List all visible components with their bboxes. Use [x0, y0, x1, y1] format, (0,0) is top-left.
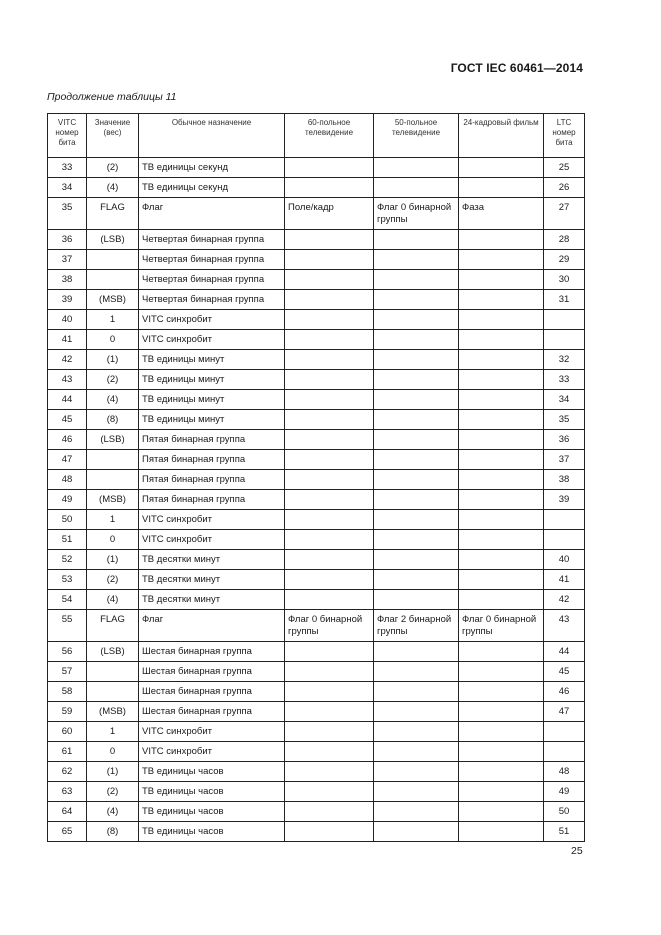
- cell-value: 1: [87, 722, 139, 742]
- cell-24-frame: [459, 590, 544, 610]
- cell-assignment: ТВ единицы секунд: [139, 158, 285, 178]
- cell-value: [87, 450, 139, 470]
- cell-value: [87, 250, 139, 270]
- cell-vitc-bit: 36: [48, 230, 87, 250]
- table-row: [48, 570, 585, 590]
- cell-50-field: [374, 642, 459, 662]
- table-row: [48, 682, 585, 702]
- cell-24-frame: [459, 802, 544, 822]
- cell-50-field: [374, 530, 459, 550]
- cell-60-field: [285, 490, 374, 510]
- cell-60-field: [285, 782, 374, 802]
- cell-24-frame: [459, 642, 544, 662]
- cell-ltc-bit: [544, 510, 585, 530]
- cell-ltc-bit: 43: [544, 610, 585, 642]
- cell-assignment: Пятая бинарная группа: [139, 490, 285, 510]
- cell-value: (4): [87, 802, 139, 822]
- cell-value: [87, 470, 139, 490]
- cell-60-field: [285, 178, 374, 198]
- cell-60-field: [285, 702, 374, 722]
- cell-24-frame: [459, 178, 544, 198]
- cell-50-field: [374, 178, 459, 198]
- cell-60-field: [285, 722, 374, 742]
- cell-ltc-bit: 36: [544, 430, 585, 450]
- table-row: [48, 822, 585, 842]
- cell-24-frame: [459, 550, 544, 570]
- cell-50-field: [374, 822, 459, 842]
- cell-assignment: Пятая бинарная группа: [139, 450, 285, 470]
- cell-vitc-bit: 45: [48, 410, 87, 430]
- cell-50-field: [374, 250, 459, 270]
- cell-ltc-bit: [544, 722, 585, 742]
- cell-50-field: [374, 682, 459, 702]
- cell-24-frame: [459, 742, 544, 762]
- cell-ltc-bit: [544, 310, 585, 330]
- cell-vitc-bit: 63: [48, 782, 87, 802]
- cell-vitc-bit: 52: [48, 550, 87, 570]
- cell-ltc-bit: 48: [544, 762, 585, 782]
- cell-value: (4): [87, 390, 139, 410]
- cell-60-field: [285, 742, 374, 762]
- cell-50-field: [374, 350, 459, 370]
- cell-value: (LSB): [87, 230, 139, 250]
- cell-60-field: [285, 550, 374, 570]
- cell-assignment: ТВ единицы часов: [139, 822, 285, 842]
- cell-60-field: [285, 802, 374, 822]
- col-header-value: Значение (вес): [87, 114, 139, 158]
- cell-ltc-bit: 37: [544, 450, 585, 470]
- cell-24-frame: [459, 510, 544, 530]
- cell-value: (MSB): [87, 290, 139, 310]
- cell-ltc-bit: 28: [544, 230, 585, 250]
- cell-50-field: [374, 430, 459, 450]
- cell-24-frame: [459, 570, 544, 590]
- cell-vitc-bit: 33: [48, 158, 87, 178]
- table-row: [48, 510, 585, 530]
- cell-60-field: Флаг 0 бинарной группы: [285, 610, 374, 642]
- table-row: [48, 250, 585, 270]
- cell-50-field: [374, 330, 459, 350]
- cell-ltc-bit: 47: [544, 702, 585, 722]
- cell-24-frame: [459, 290, 544, 310]
- cell-24-frame: [459, 490, 544, 510]
- cell-60-field: [285, 250, 374, 270]
- cell-ltc-bit: 39: [544, 490, 585, 510]
- cell-value: (2): [87, 782, 139, 802]
- col-header-vitc-bit: VITC номер бита: [48, 114, 87, 158]
- cell-vitc-bit: 64: [48, 802, 87, 822]
- cell-value: FLAG: [87, 198, 139, 230]
- cell-vitc-bit: 62: [48, 762, 87, 782]
- cell-60-field: [285, 530, 374, 550]
- table-row: [48, 230, 585, 250]
- col-header-ltc-bit: LTC номер бита: [544, 114, 585, 158]
- cell-ltc-bit: 41: [544, 570, 585, 590]
- col-header-24-frame-film: 24-кадровый фильм: [459, 114, 544, 158]
- cell-assignment: Пятая бинарная группа: [139, 470, 285, 490]
- cell-24-frame: [459, 250, 544, 270]
- cell-50-field: [374, 510, 459, 530]
- cell-24-frame: [459, 782, 544, 802]
- table-row: [48, 330, 585, 350]
- cell-60-field: [285, 642, 374, 662]
- cell-60-field: [285, 158, 374, 178]
- table-row: [48, 610, 585, 642]
- cell-60-field: [285, 822, 374, 842]
- cell-assignment: Четвертая бинарная группа: [139, 250, 285, 270]
- col-header-assignment: Обычное назначение: [139, 114, 285, 158]
- cell-ltc-bit: 42: [544, 590, 585, 610]
- cell-vitc-bit: 42: [48, 350, 87, 370]
- cell-value: [87, 662, 139, 682]
- cell-ltc-bit: 49: [544, 782, 585, 802]
- cell-ltc-bit: 25: [544, 158, 585, 178]
- cell-assignment: ТВ единицы минут: [139, 350, 285, 370]
- table-row: [48, 782, 585, 802]
- cell-vitc-bit: 44: [48, 390, 87, 410]
- cell-24-frame: [459, 682, 544, 702]
- cell-24-frame: Фаза: [459, 198, 544, 230]
- cell-value: (4): [87, 590, 139, 610]
- cell-vitc-bit: 57: [48, 662, 87, 682]
- cell-value: 1: [87, 310, 139, 330]
- cell-50-field: [374, 390, 459, 410]
- table-row: [48, 310, 585, 330]
- cell-assignment: Шестая бинарная группа: [139, 682, 285, 702]
- cell-assignment: ТВ единицы минут: [139, 410, 285, 430]
- cell-vitc-bit: 34: [48, 178, 87, 198]
- cell-50-field: [374, 762, 459, 782]
- table-row: [48, 762, 585, 782]
- cell-value: [87, 682, 139, 702]
- cell-24-frame: [459, 230, 544, 250]
- cell-24-frame: [459, 270, 544, 290]
- cell-assignment: Пятая бинарная группа: [139, 430, 285, 450]
- cell-50-field: [374, 470, 459, 490]
- table-row: [48, 430, 585, 450]
- cell-assignment: Четвертая бинарная группа: [139, 290, 285, 310]
- cell-assignment: VITC синхробит: [139, 530, 285, 550]
- cell-assignment: ТВ единицы секунд: [139, 178, 285, 198]
- cell-ltc-bit: 35: [544, 410, 585, 430]
- table-caption: Продолжение таблицы 11: [47, 91, 177, 103]
- cell-value: (2): [87, 570, 139, 590]
- cell-24-frame: [459, 450, 544, 470]
- table-row: [48, 410, 585, 430]
- table-row: [48, 590, 585, 610]
- cell-value: (8): [87, 410, 139, 430]
- table-row: [48, 198, 585, 230]
- cell-50-field: [374, 662, 459, 682]
- cell-value: (4): [87, 178, 139, 198]
- cell-60-field: [285, 330, 374, 350]
- cell-ltc-bit: 26: [544, 178, 585, 198]
- cell-50-field: [374, 802, 459, 822]
- cell-60-field: [285, 510, 374, 530]
- cell-60-field: [285, 570, 374, 590]
- table-row: [48, 530, 585, 550]
- cell-60-field: [285, 430, 374, 450]
- cell-50-field: Флаг 0 бинарной группы: [374, 198, 459, 230]
- table-row: [48, 370, 585, 390]
- cell-ltc-bit: [544, 330, 585, 350]
- table-row: [48, 802, 585, 822]
- cell-ltc-bit: 29: [544, 250, 585, 270]
- cell-60-field: Поле/кадр: [285, 198, 374, 230]
- cell-vitc-bit: 49: [48, 490, 87, 510]
- cell-vitc-bit: 59: [48, 702, 87, 722]
- cell-value: 0: [87, 330, 139, 350]
- cell-value: 0: [87, 742, 139, 762]
- cell-vitc-bit: 50: [48, 510, 87, 530]
- cell-value: 1: [87, 510, 139, 530]
- col-header-50-field-tv: 50-польное телевидение: [374, 114, 459, 158]
- cell-assignment: Флаг: [139, 610, 285, 642]
- cell-ltc-bit: 30: [544, 270, 585, 290]
- cell-assignment: VITC синхробит: [139, 330, 285, 350]
- cell-value: (MSB): [87, 490, 139, 510]
- cell-value: (1): [87, 762, 139, 782]
- cell-value: (8): [87, 822, 139, 842]
- cell-ltc-bit: 34: [544, 390, 585, 410]
- cell-vitc-bit: 39: [48, 290, 87, 310]
- cell-24-frame: [459, 662, 544, 682]
- table-row: [48, 702, 585, 722]
- cell-24-frame: [459, 158, 544, 178]
- cell-value: (1): [87, 550, 139, 570]
- cell-vitc-bit: 53: [48, 570, 87, 590]
- cell-60-field: [285, 350, 374, 370]
- cell-value: (1): [87, 350, 139, 370]
- table-row: [48, 662, 585, 682]
- cell-vitc-bit: 37: [48, 250, 87, 270]
- cell-ltc-bit: 51: [544, 822, 585, 842]
- cell-vitc-bit: 48: [48, 470, 87, 490]
- cell-60-field: [285, 390, 374, 410]
- cell-assignment: Флаг: [139, 198, 285, 230]
- cell-50-field: [374, 550, 459, 570]
- cell-50-field: [374, 742, 459, 762]
- cell-ltc-bit: 46: [544, 682, 585, 702]
- cell-24-frame: [459, 410, 544, 430]
- cell-vitc-bit: 46: [48, 430, 87, 450]
- cell-assignment: ТВ единицы часов: [139, 802, 285, 822]
- cell-ltc-bit: 38: [544, 470, 585, 490]
- table-row: [48, 450, 585, 470]
- cell-50-field: Флаг 2 бинарной группы: [374, 610, 459, 642]
- cell-50-field: [374, 158, 459, 178]
- cell-24-frame: [459, 702, 544, 722]
- cell-24-frame: [459, 430, 544, 450]
- cell-assignment: ТВ единицы минут: [139, 370, 285, 390]
- cell-ltc-bit: 31: [544, 290, 585, 310]
- cell-vitc-bit: 43: [48, 370, 87, 390]
- cell-ltc-bit: [544, 742, 585, 762]
- cell-value: (LSB): [87, 430, 139, 450]
- cell-vitc-bit: 61: [48, 742, 87, 762]
- cell-value: (LSB): [87, 642, 139, 662]
- table-row: [48, 390, 585, 410]
- cell-assignment: ТВ единицы часов: [139, 762, 285, 782]
- cell-60-field: [285, 370, 374, 390]
- cell-24-frame: [459, 470, 544, 490]
- cell-value: (MSB): [87, 702, 139, 722]
- cell-assignment: ТВ единицы минут: [139, 390, 285, 410]
- cell-ltc-bit: [544, 530, 585, 550]
- cell-value: [87, 270, 139, 290]
- cell-60-field: [285, 230, 374, 250]
- cell-60-field: [285, 310, 374, 330]
- cell-24-frame: Флаг 0 бинарной группы: [459, 610, 544, 642]
- cell-ltc-bit: 33: [544, 370, 585, 390]
- cell-ltc-bit: 32: [544, 350, 585, 370]
- cell-assignment: VITC синхробит: [139, 510, 285, 530]
- cell-assignment: VITC синхробит: [139, 742, 285, 762]
- cell-50-field: [374, 590, 459, 610]
- table-header-row: [48, 114, 585, 158]
- cell-50-field: [374, 702, 459, 722]
- cell-vitc-bit: 38: [48, 270, 87, 290]
- cell-vitc-bit: 54: [48, 590, 87, 610]
- cell-50-field: [374, 290, 459, 310]
- cell-50-field: [374, 722, 459, 742]
- cell-ltc-bit: 44: [544, 642, 585, 662]
- cell-24-frame: [459, 350, 544, 370]
- table-row: [48, 642, 585, 662]
- cell-24-frame: [459, 822, 544, 842]
- cell-60-field: [285, 762, 374, 782]
- cell-assignment: ТВ единицы часов: [139, 782, 285, 802]
- cell-60-field: [285, 662, 374, 682]
- cell-50-field: [374, 782, 459, 802]
- cell-assignment: Четвертая бинарная группа: [139, 270, 285, 290]
- cell-assignment: ТВ десятки минут: [139, 590, 285, 610]
- cell-assignment: Шестая бинарная группа: [139, 642, 285, 662]
- cell-50-field: [374, 490, 459, 510]
- cell-60-field: [285, 290, 374, 310]
- cell-vitc-bit: 60: [48, 722, 87, 742]
- cell-24-frame: [459, 762, 544, 782]
- cell-24-frame: [459, 330, 544, 350]
- table-row: [48, 470, 585, 490]
- cell-vitc-bit: 41: [48, 330, 87, 350]
- cell-60-field: [285, 410, 374, 430]
- cell-50-field: [374, 270, 459, 290]
- table-row: [48, 550, 585, 570]
- cell-vitc-bit: 58: [48, 682, 87, 702]
- cell-50-field: [374, 230, 459, 250]
- cell-ltc-bit: 45: [544, 662, 585, 682]
- cell-assignment: VITC синхробит: [139, 310, 285, 330]
- cell-value: 0: [87, 530, 139, 550]
- cell-60-field: [285, 450, 374, 470]
- col-header-60-field-tv: 60-польное телевидение: [285, 114, 374, 158]
- table-row: [48, 722, 585, 742]
- cell-assignment: VITC синхробит: [139, 722, 285, 742]
- cell-60-field: [285, 270, 374, 290]
- cell-assignment: Шестая бинарная группа: [139, 662, 285, 682]
- bit-assignment-table: [47, 113, 585, 842]
- table-row: [48, 178, 585, 198]
- cell-value: (2): [87, 158, 139, 178]
- cell-value: (2): [87, 370, 139, 390]
- table-row: [48, 158, 585, 178]
- cell-vitc-bit: 65: [48, 822, 87, 842]
- cell-60-field: [285, 470, 374, 490]
- cell-vitc-bit: 51: [48, 530, 87, 550]
- cell-ltc-bit: 27: [544, 198, 585, 230]
- cell-value: FLAG: [87, 610, 139, 642]
- cell-assignment: Четвертая бинарная группа: [139, 230, 285, 250]
- cell-ltc-bit: 50: [544, 802, 585, 822]
- table-row: [48, 290, 585, 310]
- cell-50-field: [374, 310, 459, 330]
- cell-vitc-bit: 47: [48, 450, 87, 470]
- cell-24-frame: [459, 310, 544, 330]
- table-row: [48, 742, 585, 762]
- cell-24-frame: [459, 370, 544, 390]
- table-row: [48, 270, 585, 290]
- page-number: 25: [571, 845, 583, 857]
- cell-vitc-bit: 55: [48, 610, 87, 642]
- cell-assignment: ТВ десятки минут: [139, 550, 285, 570]
- cell-assignment: Шестая бинарная группа: [139, 702, 285, 722]
- cell-24-frame: [459, 722, 544, 742]
- table-row: [48, 350, 585, 370]
- cell-50-field: [374, 410, 459, 430]
- cell-ltc-bit: 40: [544, 550, 585, 570]
- cell-vitc-bit: 40: [48, 310, 87, 330]
- cell-50-field: [374, 570, 459, 590]
- cell-24-frame: [459, 530, 544, 550]
- cell-24-frame: [459, 390, 544, 410]
- cell-60-field: [285, 590, 374, 610]
- cell-50-field: [374, 450, 459, 470]
- cell-assignment: ТВ десятки минут: [139, 570, 285, 590]
- cell-vitc-bit: 56: [48, 642, 87, 662]
- document-standard-header: ГОСТ IEC 60461—2014: [450, 61, 583, 75]
- table-row: [48, 490, 585, 510]
- cell-60-field: [285, 682, 374, 702]
- cell-50-field: [374, 370, 459, 390]
- cell-vitc-bit: 35: [48, 198, 87, 230]
